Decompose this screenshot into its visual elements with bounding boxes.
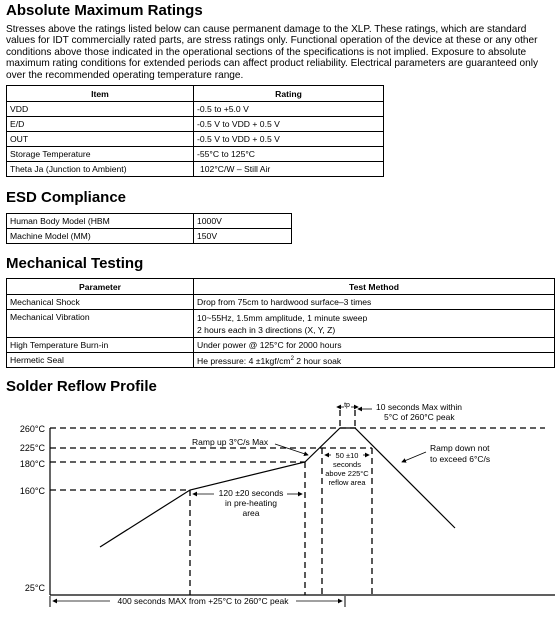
column-header: Parameter [7,279,194,295]
reflow-area-line2: seconds [333,460,361,469]
y-label-260: 260°C [19,424,45,434]
table-cell: VDD [7,102,194,117]
table-cell: Mechanical Shock [7,295,194,310]
table-cell: Mechanical Vibration [7,310,194,338]
reflow-title: Solder Reflow Profile [6,378,157,395]
table-cell: Storage Temperature [7,147,194,162]
preheat-line3: area [242,508,260,518]
total-time-label: 400 seconds MAX from +25°C to 260°C peak [117,596,289,606]
table-cell: Theta Ja (Junction to Ambient) [7,162,194,177]
preheat-line2: in pre-heating [225,498,277,508]
y-label-25: 25°C [24,583,45,593]
table-cell: -55°C to 125°C [194,147,384,162]
absolute-max-title: Absolute Maximum Ratings [6,2,203,19]
ramp-up-label: Ramp up 3°C/s Max [192,437,269,447]
table-cell-text: 2 hour soak [293,355,342,366]
table-cell: E/D [7,117,194,132]
table-cell: 150V [194,229,292,244]
esd-title: ESD Compliance [6,189,127,206]
peak-note-line2: 5°C of 260°C peak [384,412,455,422]
column-header: Test Method [194,279,555,295]
preheat-line1: 120 ±20 seconds [218,488,284,498]
peak-note-line1: 10 seconds Max within [376,402,462,412]
table-cell: Drop from 75cm to hardwood surface–3 times [194,295,555,310]
reflow-area-line3: above 225°C [325,469,369,478]
y-label-180: 180°C [19,459,45,469]
table-cell: 1000V [194,214,292,229]
table-cell: Human Body Model (HBM [7,214,194,229]
table-cell: -0.5 V to VDD + 0.5 V [194,117,384,132]
table-cell: Under power @ 125°C for 2000 hours [194,338,555,353]
table-cell: Machine Model (MM) [7,229,194,244]
column-header: Rating [194,86,384,102]
absolute-max-paragraph: Stresses above the ratings listed below can cause permanent damage to the XLP. These ratings, which are standard values for IDT commercially rated parts, are stress ratings only. Functional operation of the device at these or any other conditions above those indicated in the operational sections of the specifications is not implied. Exposure to absolute maximum rating conditions for extended periods can affect product reliability. Electrical parameters are guaranteed only over the recommended operating temperature range. [6,24,539,81]
table-cell: -0.5 V to VDD + 0.5 V [194,132,384,147]
column-header: Item [7,86,194,102]
y-label-160: 160°C [19,486,45,496]
ramp-down-line2: to exceed 6°C/s [430,454,491,464]
reflow-area-line4: reflow area [328,478,366,487]
ramp-down-line1: Ramp down not [430,443,490,453]
y-label-225: 225°C [19,443,45,453]
table-cell-line: 10~55Hz, 1.5mm amplitude, 1 minute sweep [197,312,368,323]
ramp-up-arrow [275,444,308,455]
table-cell: 102°C/W – Still Air [194,162,384,177]
mech-title: Mechanical Testing [6,255,144,272]
table-cell: OUT [7,132,194,147]
table-cell-text: He pressure: 4 ±1kgf/cm [197,355,291,366]
table-cell: -0.5 to +5.0 V [194,102,384,117]
tp-label: tp [344,402,350,409]
ramp-down-arrow [402,452,426,462]
table-cell-line: 2 hours each in 3 directions (X, Y, Z) [197,324,336,335]
reflow-area-line1: 50 ±10 [335,451,359,460]
table-cell: High Temperature Burn-in [7,338,194,353]
table-cell: Hermetic Seal [7,353,194,368]
superscript: 2 [290,356,294,363]
